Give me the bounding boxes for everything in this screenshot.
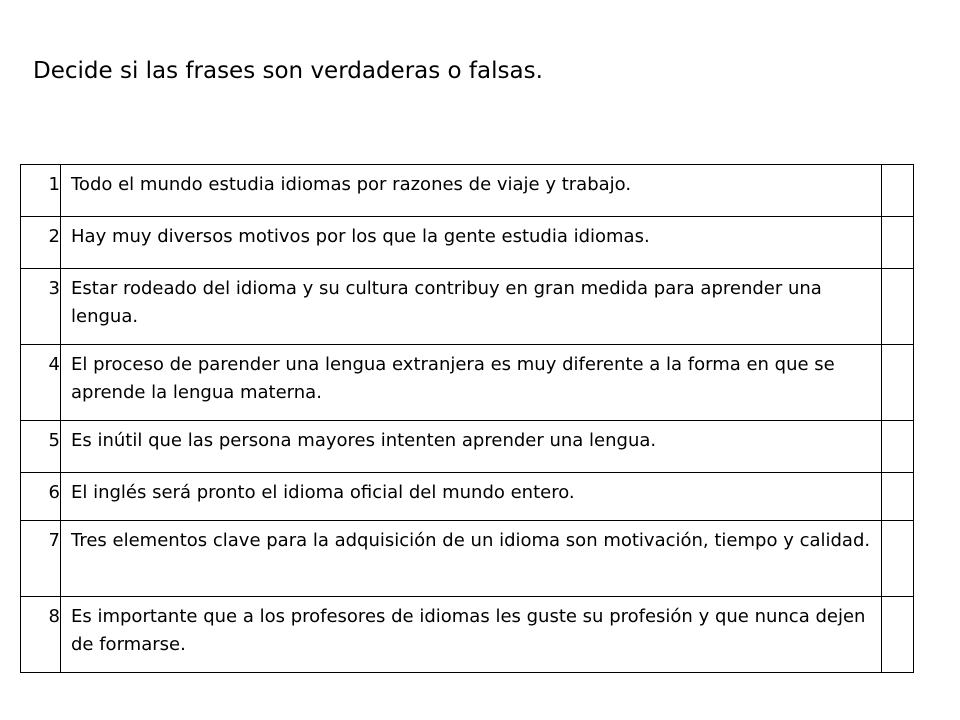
- answer-cell[interactable]: [882, 473, 914, 521]
- answer-cell[interactable]: [882, 217, 914, 269]
- row-number: 1: [48, 174, 60, 195]
- row-number: 7: [48, 530, 60, 551]
- statement-cell: [61, 269, 882, 345]
- table-row: [21, 165, 914, 217]
- true-false-table: [20, 164, 914, 673]
- statement-text: Todo el mundo estudia idiomas por razones de viaje y trabajo.: [71, 174, 632, 195]
- statement-cell: [61, 217, 882, 269]
- row-number-cell: [21, 521, 61, 597]
- row-number: 6: [48, 482, 60, 503]
- row-number-cell: [21, 165, 61, 217]
- table-row: [21, 345, 914, 421]
- statement-text: Estar rodeado del idioma y su cultura contribuy en gran medida para aprender una lengua.: [71, 278, 822, 327]
- statement-text: Es importante que a los profesores de idiomas les guste su profesión y que nunca dejen de formarse.: [71, 606, 866, 655]
- row-number-cell: [21, 345, 61, 421]
- statement-cell: [61, 473, 882, 521]
- row-number: 3: [48, 278, 60, 299]
- row-number-cell: [21, 421, 61, 473]
- answer-cell[interactable]: [882, 421, 914, 473]
- row-number: 4: [48, 354, 60, 375]
- table-row: [21, 473, 914, 521]
- statement-cell: [61, 165, 882, 217]
- answer-cell[interactable]: [882, 345, 914, 421]
- statement-text: El inglés será pronto el idioma oficial del mundo entero.: [71, 482, 575, 503]
- row-number-cell: [21, 217, 61, 269]
- statement-text: El proceso de parender una lengua extranjera es muy diferente a la forma en que se aprende la lengua materna.: [71, 354, 835, 403]
- row-number-cell: [21, 597, 61, 673]
- row-number: 2: [48, 226, 60, 247]
- statement-cell: [61, 521, 882, 597]
- statement-text: Tres elementos clave para la adquisición de un idioma son motivación, tiempo y calidad.: [71, 530, 871, 551]
- row-number-cell: [21, 473, 61, 521]
- row-number-cell: [21, 269, 61, 345]
- table-row: [21, 269, 914, 345]
- row-number: 8: [48, 606, 60, 627]
- row-number: 5: [48, 430, 60, 451]
- answer-cell[interactable]: [882, 597, 914, 673]
- table-row: [21, 597, 914, 673]
- table-row: [21, 521, 914, 597]
- statement-text: Hay muy diversos motivos por los que la gente estudia idiomas.: [71, 226, 650, 247]
- statement-text: Es inútil que las persona mayores intenten aprender una lengua.: [71, 430, 657, 451]
- statement-cell: [61, 421, 882, 473]
- statement-cell: [61, 597, 882, 673]
- answer-cell[interactable]: [882, 269, 914, 345]
- answer-cell[interactable]: [882, 165, 914, 217]
- instruction-title: Decide si las frases son verdaderas o falsas.: [33, 58, 543, 84]
- table-row: [21, 421, 914, 473]
- answer-cell[interactable]: [882, 521, 914, 597]
- table-row: [21, 217, 914, 269]
- statement-cell: [61, 345, 882, 421]
